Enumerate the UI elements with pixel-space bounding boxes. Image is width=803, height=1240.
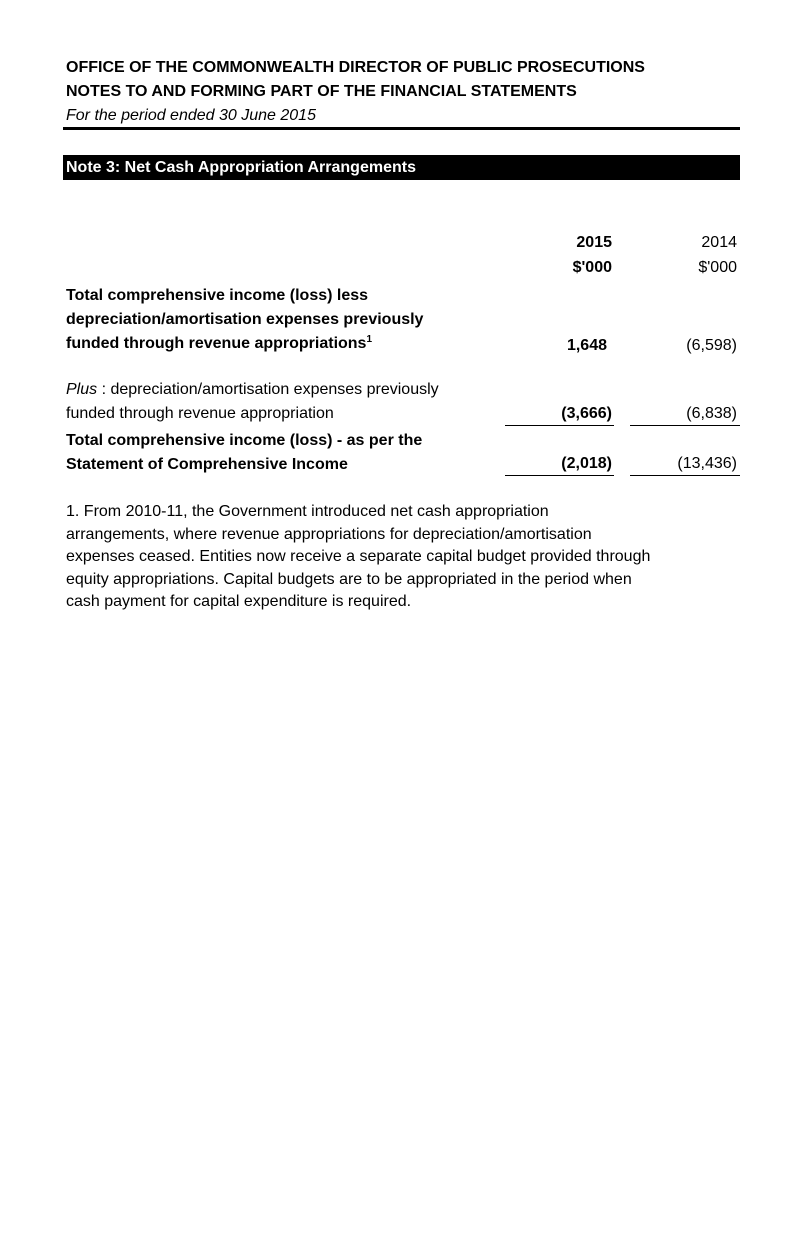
subtotal-rule-current [505, 425, 614, 426]
row-label-income-less-depreciation: Total comprehensive income (loss) less depreciation/amortisation expenses previously funded through revenue appropriations$^1$ [66, 287, 424, 352]
value-prior-row3: (13,436) [677, 455, 737, 472]
value-current-row3: (2,018) [561, 455, 612, 472]
column-year-prior: 2014 [701, 234, 737, 251]
column-unit-current: $'000 [572, 259, 612, 276]
row-label-plus-depreciation: Plus : depreciation/amortisation expenses previously funded through revenue appropriation [66, 381, 439, 422]
document-header [66, 56, 740, 128]
row-label-total-income: Total comprehensive income (loss) - as per the Statement of Comprehensive Income [66, 432, 423, 473]
column-unit-prior: $'000 [698, 259, 737, 276]
note-title: Note 3: Net Cash Appropriation Arrangements [63, 155, 740, 180]
value-current-row1: 1,648 [566, 337, 607, 354]
footnote: 1. From 2010-11, the Government introduced net cash appropriation arrangements, where revenue appropriations for depreciation/amortisation expenses ceased. Entities now receive a separate capital budget provided through equity appropriations. Capital budgets are to be appropriated in the period when cash payment for capital expenditure is required. [66, 503, 651, 610]
plus-prefix: Plus [66, 381, 98, 398]
total-rule-current [505, 475, 614, 476]
header-divider [63, 127, 740, 130]
footnote-ref: 1 [366, 334, 373, 345]
value-prior-row2: (6,838) [686, 405, 737, 422]
value-prior-row1: (6,598) [686, 337, 737, 354]
value-current-row2: (3,666) [561, 405, 612, 422]
statement-subtitle: NOTES TO AND FORMING PART OF THE FINANCIAL STATEMENTS [66, 83, 577, 100]
reporting-period: For the period ended 30 June 2015 [66, 107, 316, 124]
subtotal-rule-prior [630, 425, 740, 426]
column-year-current: 2015 [576, 234, 612, 251]
total-rule-prior [630, 475, 740, 476]
org-name: OFFICE OF THE COMMONWEALTH DIRECTOR OF PUBLIC PROSECUTIONS [66, 59, 645, 76]
